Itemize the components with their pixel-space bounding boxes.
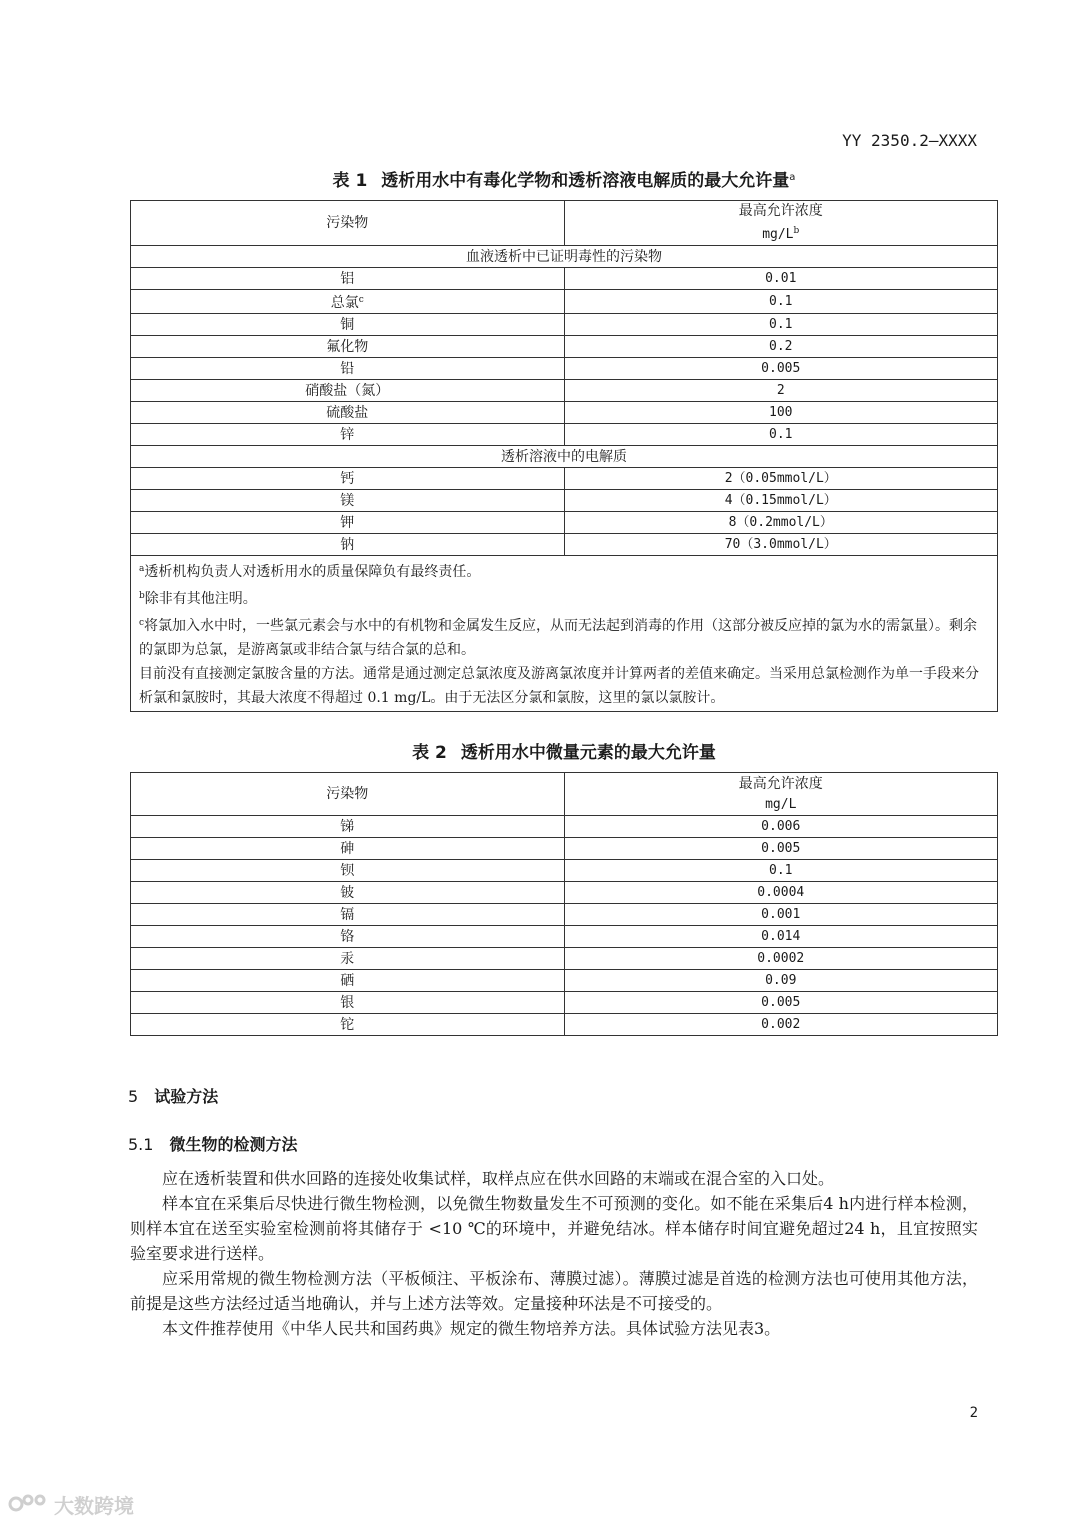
contaminant-name: 钙 [340,470,355,487]
footnote-text: 除非有其他注明。 [144,591,257,607]
table-row [131,290,998,314]
unit-label: mg/L [765,796,797,812]
concentration-cell [564,424,998,446]
table-row [131,860,998,882]
watermark-logo-icon [8,1492,48,1516]
table2-body [131,773,998,1036]
section-5-1-number: 5.1 [128,1135,154,1154]
table-row [131,268,998,290]
concentration-cell [564,992,998,1014]
column-header-contaminant [131,773,565,816]
column-header-label: 最高允许浓度 [738,775,823,792]
table-row [131,926,998,948]
contaminant-cell [131,424,565,446]
table1-caption [130,166,998,191]
column-header-label: 最高允许浓度 [738,203,823,219]
concentration-value: 70（3.0mmol/L） [724,537,837,552]
paragraph: 本文件推荐使用《中华人民共和国药典》规定的微生物培养方法。具体试验方法见表3。 [162,1319,781,1338]
concentration-value: 0.002 [761,1017,801,1032]
concentration-value: 0.2 [769,339,793,354]
concentration-cell [564,402,998,424]
section-5-heading [128,1084,218,1107]
concentration-cell [564,534,998,556]
concentration-value: 0.0002 [757,951,805,966]
concentration-cell [564,358,998,380]
section-row [131,446,998,468]
contaminant-cell [131,336,565,358]
contaminant-name: 硝酸盐（氮） [305,382,390,399]
contaminant-cell [131,860,565,882]
concentration-cell [564,490,998,512]
contaminant-cell [131,882,565,904]
concentration-cell [564,468,998,490]
concentration-value: 0.005 [761,995,801,1010]
contaminant-cell [131,970,565,992]
table-row [131,512,998,534]
table-row [131,336,998,358]
concentration-value: 0.09 [765,973,797,988]
paragraph: 应在透析装置和供水回路的连接处收集试样，取样点应在供水回路的末端或在混合室的入口处。 [162,1169,835,1188]
concentration-value: 0.01 [765,271,797,286]
column-header-concentration [564,773,998,816]
contaminant-name: 铅 [340,360,355,377]
column-header-contaminant [131,201,565,246]
table-row [131,468,998,490]
table-row [131,402,998,424]
contaminant-name: 银 [340,994,355,1011]
contaminant-name: 硫酸盐 [326,404,369,421]
concentration-cell [564,268,998,290]
table1 [130,200,998,712]
table2 [130,772,998,1036]
contaminant-cell [131,838,565,860]
table-row [131,773,998,816]
table-row [131,201,998,246]
section-label: 透析溶液中的电解质 [501,448,627,465]
table2-title: 透析用水中微量元素的最大允许量 [460,743,716,763]
concentration-value: 4（0.15mmol/L） [724,493,837,508]
concentration-value: 0.014 [761,929,801,944]
footnote-mark: b [139,591,145,601]
footnote-mark: c [139,618,145,628]
table-row [131,380,998,402]
table-row [131,882,998,904]
concentration-cell [564,904,998,926]
concentration-value: 0.005 [761,841,801,856]
contaminant-name: 总氯 [330,295,359,311]
concentration-cell [564,882,998,904]
concentration-value: 8（0.2mmol/L） [728,515,833,530]
concentration-value: 2 [776,383,785,398]
table1-title: 透析用水中有毒化学物和透析溶液电解质的最大允许量 [381,171,790,191]
document-number: YY 2350.2—XXXX [842,131,977,150]
contaminant-name: 铝 [340,270,355,287]
table-row [131,358,998,380]
contaminant-name: 铬 [340,928,355,945]
footnote [139,584,989,611]
watermark [8,1490,134,1518]
contaminant-name: 锌 [340,426,355,443]
contaminant-cell [131,468,565,490]
contaminant-name: 硒 [340,972,355,989]
table-row [131,314,998,336]
contaminant-cell [131,380,565,402]
table-row [131,838,998,860]
unit-label: mg/L [762,227,794,242]
column-header-label: 污染物 [326,215,369,231]
contaminant-cell [131,926,565,948]
footnote-text: 目前没有直接测定氯胺含量的方法。通常是通过测定总氯浓度及游离氯浓度并计算两者的差值来确定。当采用总氯检测作为单一手段来分析氯和氯胺时，其最大浓度不得超过 0.1 mg/L。由于无法区分氯和氯胺，这里的氯以氯胺计。 [139,666,979,706]
column-header-label: 污染物 [326,786,369,802]
table-row [131,992,998,1014]
contaminant-cell [131,358,565,380]
concentration-cell [564,336,998,358]
contaminant-name: 铊 [340,1016,355,1033]
table-row [131,490,998,512]
table1-label: 表 1 [332,171,368,191]
concentration-cell [564,860,998,882]
table-row [131,904,998,926]
footnote-text: 将氯加入水中时，一些氯元素会与水中的有机物和金属发生反应，从而无法起到消毒的作用（这部分被反应掉的氯为水的需氯量）。剩余的氯即为总氯，是游离氯或非结合氯与结合氯的总和。 [139,618,978,658]
contaminant-cell [131,904,565,926]
concentration-cell [564,1014,998,1036]
concentration-cell [564,380,998,402]
section-5-1-body [130,1166,978,1341]
contaminant-cell [131,816,565,838]
table-row [131,948,998,970]
section-5-title: 试验方法 [154,1087,219,1106]
table-row [131,246,998,268]
section-5-1-title: 微生物的检测方法 [169,1135,298,1154]
footnote-mark: a [139,564,145,574]
footnote-text: 透析机构负责人对透析用水的质量保障负有最终责任。 [144,564,481,580]
section-5-1-heading [128,1132,297,1155]
concentration-cell [564,512,998,534]
contaminant-cell [131,290,565,314]
paragraph: 应采用常规的微生物检测方法（平板倾注、平板涂布、薄膜过滤）。薄膜过滤是首选的检测方法也可使用其他方法，前提是这些方法经过适当地确认，并与上述方法等效。定量接种环法是不可接受的。 [130,1269,978,1313]
concentration-value: 0.1 [769,863,793,878]
contaminant-cell [131,402,565,424]
concentration-value: 0.006 [761,819,801,834]
table1-body [131,201,998,712]
contaminant-cell [131,992,565,1014]
contaminant-cell [131,268,565,290]
table1-footnotes [131,556,998,712]
contaminant-name: 钡 [340,862,355,879]
contaminant-name: 铍 [340,884,355,901]
concentration-value: 0.005 [761,361,801,376]
contaminant-name: 砷 [340,840,355,857]
concentration-value: 0.001 [761,907,801,922]
concentration-cell [564,816,998,838]
contaminant-name: 镁 [340,492,355,509]
contaminant-name: 钾 [340,514,355,531]
concentration-value: 0.1 [769,427,793,442]
paragraph: 样本宜在采集后尽快进行微生物检测，以免微生物数量发生不可预测的变化。如不能在采集后4 h内进行样本检测，则样本宜在送至实验室检测前将其储存于 <10 ℃的环境中，并避免结冰。样本储存时间宜避免超过24 h，且宜按照实验室要求进行送样。 [130,1194,978,1263]
contaminant-name: 氟化物 [326,338,369,355]
contaminant-name: 铜 [340,316,355,333]
footnote [139,662,989,710]
contaminant-name: 钠 [340,536,355,553]
table2-label: 表 2 [412,743,447,763]
table-row [131,446,998,468]
section-label: 血液透析中已证明毒性的污染物 [466,248,662,265]
contaminant-cell [131,314,565,336]
watermark-text: 大数跨境 [54,1493,134,1518]
table-row [131,534,998,556]
page-number: 2 [969,1405,978,1421]
contaminant-cell [131,512,565,534]
contaminant-cell [131,534,565,556]
concentration-cell [564,948,998,970]
concentration-cell [564,970,998,992]
concentration-value: 0.1 [769,294,793,309]
table2-caption [130,738,998,763]
footnote [139,611,989,662]
table1-title-mark: a [789,172,796,183]
contaminant-name: 汞 [340,950,355,967]
concentration-cell [564,926,998,948]
concentration-value: 0.1 [769,317,793,332]
footnote-mark: c [358,295,364,305]
section-row [131,246,998,268]
table-row [131,556,998,712]
contaminant-cell [131,1014,565,1036]
concentration-value: 0.0004 [757,885,805,900]
concentration-value: 100 [769,405,793,420]
table-row [131,1014,998,1036]
table-row [131,424,998,446]
footnote-mark: b [793,226,800,236]
concentration-value: 2（0.05mmol/L） [724,471,837,486]
footnote [139,557,989,584]
contaminant-cell [131,490,565,512]
table-row [131,970,998,992]
concentration-cell [564,314,998,336]
section-5-number: 5 [128,1087,139,1106]
contaminant-name: 镉 [340,906,355,923]
concentration-cell [564,838,998,860]
column-header-concentration [564,201,998,246]
table-row [131,816,998,838]
contaminant-cell [131,948,565,970]
contaminant-name: 锑 [340,818,355,835]
concentration-cell [564,290,998,314]
